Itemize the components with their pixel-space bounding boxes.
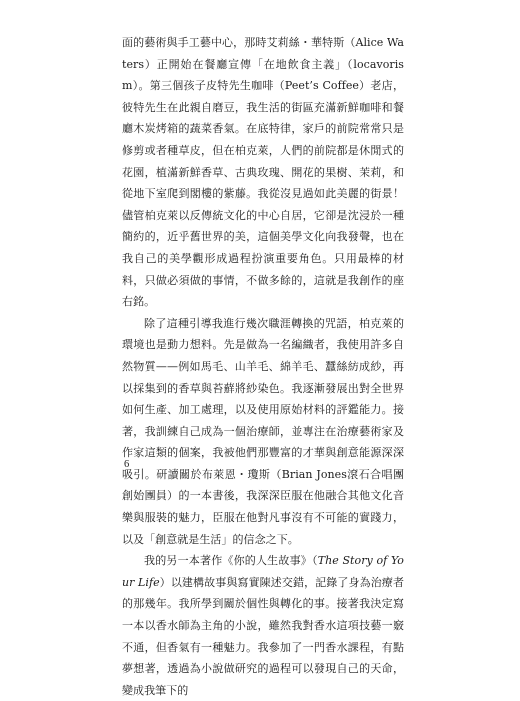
paragraph-1-segment: 面的藝術與手工藝中心，那時艾莉絲・華特斯（Alice Waters）正開始在餐廳宣傳「在地飲食主義」（locavorism）。第三個孩子皮特先生咖啡（Peet’s Coffee）老店，彼特先生在此親自磨豆，我生活的街區充滿新鮮咖啡和餐廳木炭烤箱的蔬菜香氣。在底特律，家戶的前院常常只是修剪或者種草皮，但在柏克萊，人們的前院都是休閒式的花園，植滿新鮮香草、古典玫瑰、開花的果樹、茉莉，和從地下室爬到閣樓的紫藤。我從沒見過如此美麗的街景！儘管柏克萊以反傳統文化的中心自居，它卻是沈浸於一種簡約的，近乎舊世界的美，這個美學文化向我發聲，也在我自己的美學觀形成過程扮演重要角色。只用最棒的材料，只做必須做的事情，不做多餘的，這就是我創作的座右銘。	[122, 36, 404, 309]
paragraph-3	[122, 550, 404, 701]
paragraph-2	[122, 313, 404, 551]
page-number: 6	[124, 459, 130, 470]
paragraph-2-segment: 除了這種引導我進行幾次職涯轉換的咒語，柏克萊的環境也是動力想料。先是做為一名編織者，我使用許多自然物質——例如馬毛、山羊毛、綿羊毛、蠶絲紡成紗，再以採集到的香草與苔蘚將紗染色。我逐漸發展出對全世界如何生產、加工處理，以及使用原始材料的評鑑能力。接著，我訓練自己成為一個治療師，並專注在治療藝術家及作家這類的個案，我被他們那豐富的才華與創意能源深深吸引。研讀關於布萊恩・瓊斯（Brian Jones滾石合唱團創始團員）的一本書後，我深深臣服在他融合其他文化音樂與服裝的魅力，臣服在他對凡事沒有不可能的實踐力，以及「創意就是生活」的信念之下。	[122, 316, 404, 546]
paragraph-1	[122, 32, 404, 313]
body-text	[122, 32, 404, 701]
paragraph-3-segment: ）以建構故事與寫實陳述交錯，記錄了身為治療者的那幾年。我所學到關於個性與轉化的事。接著我決定寫一本以香水師為主角的小說，雖然我對香水這項技藝一竅不通，但香氣有一種魅力。我參加了一門香水課程，有點夢想著，透過為小說做研究的過程可以發現自己的天命，變成我筆下的	[122, 575, 404, 697]
paragraph-3-segment: The Story of Your Life	[122, 554, 404, 589]
paragraph-3-segment: 我的另一本著作《你的人生故事》（	[144, 554, 318, 568]
